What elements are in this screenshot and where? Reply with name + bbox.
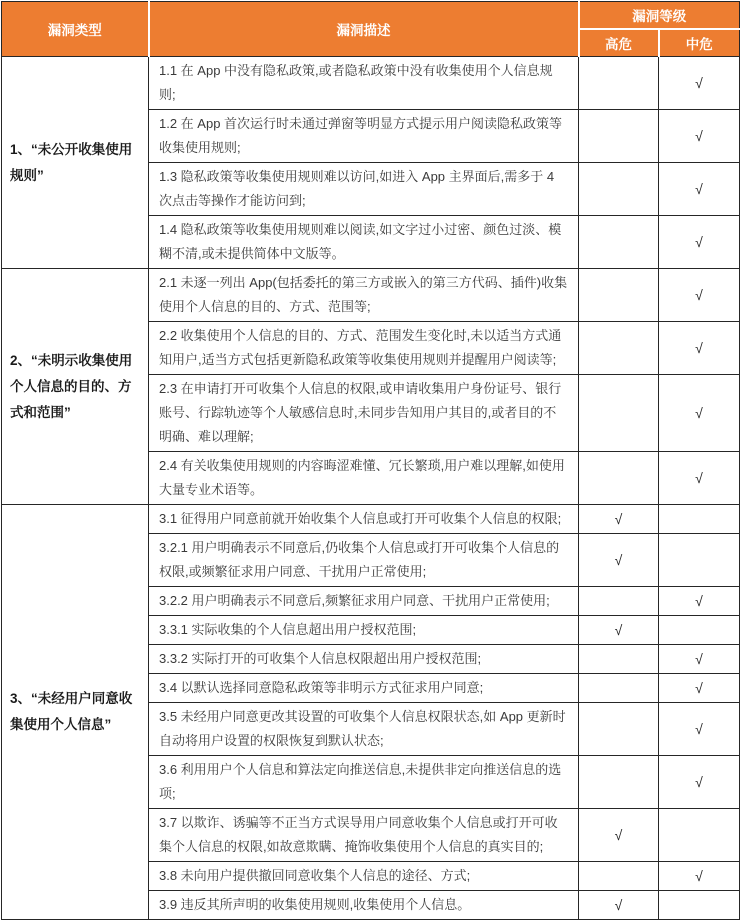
vuln-desc-cell: 3.2.2 用户明确表示不同意后,频繁征求用户同意、干扰用户正常使用; [149,587,579,616]
high-risk-mark-cell: √ [579,891,659,920]
mid-risk-mark-cell: √ [659,452,740,505]
mid-risk-mark-cell: √ [659,645,740,674]
mid-risk-mark-cell: √ [659,216,740,269]
high-risk-mark-cell [579,756,659,809]
mid-risk-mark-cell: √ [659,703,740,756]
vuln-desc-cell: 3.4 以默认选择同意隐私政策等非明示方式征求用户同意; [149,674,579,703]
high-risk-mark-cell [579,110,659,163]
high-risk-mark-cell: √ [579,534,659,587]
mid-risk-mark-cell: √ [659,375,740,452]
high-risk-mark-cell [579,375,659,452]
mid-risk-mark-cell: √ [659,587,740,616]
vuln-desc-cell: 3.1 征得用户同意前就开始收集个人信息或打开可收集个人信息的权限; [149,505,579,534]
header-vuln-desc: 漏洞描述 [149,2,579,57]
high-risk-mark-cell [579,862,659,891]
vuln-desc-cell: 3.5 未经用户同意更改其设置的可收集个人信息权限状态,如 App 更新时自动将用户设置的权限恢复到默认状态; [149,703,579,756]
vuln-type-group-2: 2、“未明示收集使用个人信息的目的、方式和范围” [2,269,149,505]
mid-risk-mark-cell: √ [659,756,740,809]
high-risk-mark-cell [579,322,659,375]
vuln-desc-cell: 2.2 收集使用个人信息的目的、方式、范围发生变化时,未以适当方式通知用户,适当方式包括更新隐私政策等收集使用规则并提醒用户阅读等; [149,322,579,375]
vuln-desc-cell: 1.1 在 App 中没有隐私政策,或者隐私政策中没有收集使用个人信息规则; [149,57,579,110]
vuln-desc-cell: 2.3 在申请打开可收集个人信息的权限,或申请收集用户身份证号、银行账号、行踪轨迹等个人敏感信息时,未同步告知用户其目的,或者目的不明确、难以理解; [149,375,579,452]
high-risk-mark-cell [579,587,659,616]
table-row [2,57,740,110]
vuln-desc-cell: 3.3.1 实际收集的个人信息超出用户授权范围; [149,616,579,645]
high-risk-mark-cell [579,163,659,216]
vulnerability-table [1,1,740,920]
high-risk-mark-cell [579,645,659,674]
mid-risk-mark-cell: √ [659,110,740,163]
high-risk-mark-cell [579,703,659,756]
vuln-desc-cell: 3.9 违反其所声明的收集使用规则,收集使用个人信息。 [149,891,579,920]
mid-risk-mark-cell [659,534,740,587]
mid-risk-mark-cell: √ [659,674,740,703]
mid-risk-mark-cell [659,616,740,645]
vuln-type-group-3: 3、“未经用户同意收集使用个人信息” [2,505,149,920]
vuln-desc-cell: 3.2.1 用户明确表示不同意后,仍收集个人信息或打开可收集个人信息的权限,或频繁征求用户同意、干扰用户正常使用; [149,534,579,587]
header-vuln-level: 漏洞等级 [579,2,740,30]
header-vuln-type: 漏洞类型 [2,2,149,57]
table-row [2,269,740,322]
vuln-desc-cell: 1.2 在 App 首次运行时未通过弹窗等明显方式提示用户阅读隐私政策等收集使用规则; [149,110,579,163]
vuln-desc-cell: 1.4 隐私政策等收集使用规则难以阅读,如文字过小过密、颜色过淡、模糊不清,或未提供简体中文版等。 [149,216,579,269]
header-high-risk: 高危 [579,29,659,57]
high-risk-mark-cell [579,452,659,505]
vuln-desc-cell: 2.4 有关收集使用规则的内容晦涩难懂、冗长繁琐,用户难以理解,如使用大量专业术语等。 [149,452,579,505]
mid-risk-mark-cell [659,809,740,862]
vuln-desc-cell: 1.3 隐私政策等收集使用规则难以访问,如进入 App 主界面后,需多于 4 次点击等操作才能访问到; [149,163,579,216]
mid-risk-mark-cell: √ [659,322,740,375]
table-row [2,505,740,534]
header-mid-risk: 中危 [659,29,740,57]
header-row-1 [2,2,740,30]
mid-risk-mark-cell: √ [659,57,740,110]
vuln-desc-cell: 3.3.2 实际打开的可收集个人信息权限超出用户授权范围; [149,645,579,674]
vuln-desc-cell: 2.1 未逐一列出 App(包括委托的第三方或嵌入的第三方代码、插件)收集使用个人信息的目的、方式、范围等; [149,269,579,322]
high-risk-mark-cell [579,269,659,322]
vuln-type-group-1: 1、“未公开收集使用规则” [2,57,149,269]
mid-risk-mark-cell: √ [659,269,740,322]
high-risk-mark-cell: √ [579,505,659,534]
high-risk-mark-cell: √ [579,616,659,645]
mid-risk-mark-cell [659,891,740,920]
high-risk-mark-cell [579,674,659,703]
high-risk-mark-cell: √ [579,809,659,862]
mid-risk-mark-cell [659,505,740,534]
high-risk-mark-cell [579,57,659,110]
vuln-desc-cell: 3.7 以欺诈、诱骗等不正当方式误导用户同意收集个人信息或打开可收集个人信息的权限,如故意欺瞒、掩饰收集使用个人信息的真实目的; [149,809,579,862]
mid-risk-mark-cell: √ [659,163,740,216]
high-risk-mark-cell [579,216,659,269]
mid-risk-mark-cell: √ [659,862,740,891]
vuln-desc-cell: 3.6 利用用户个人信息和算法定向推送信息,未提供非定向推送信息的选项; [149,756,579,809]
vuln-desc-cell: 3.8 未向用户提供撤回同意收集个人信息的途径、方式; [149,862,579,891]
